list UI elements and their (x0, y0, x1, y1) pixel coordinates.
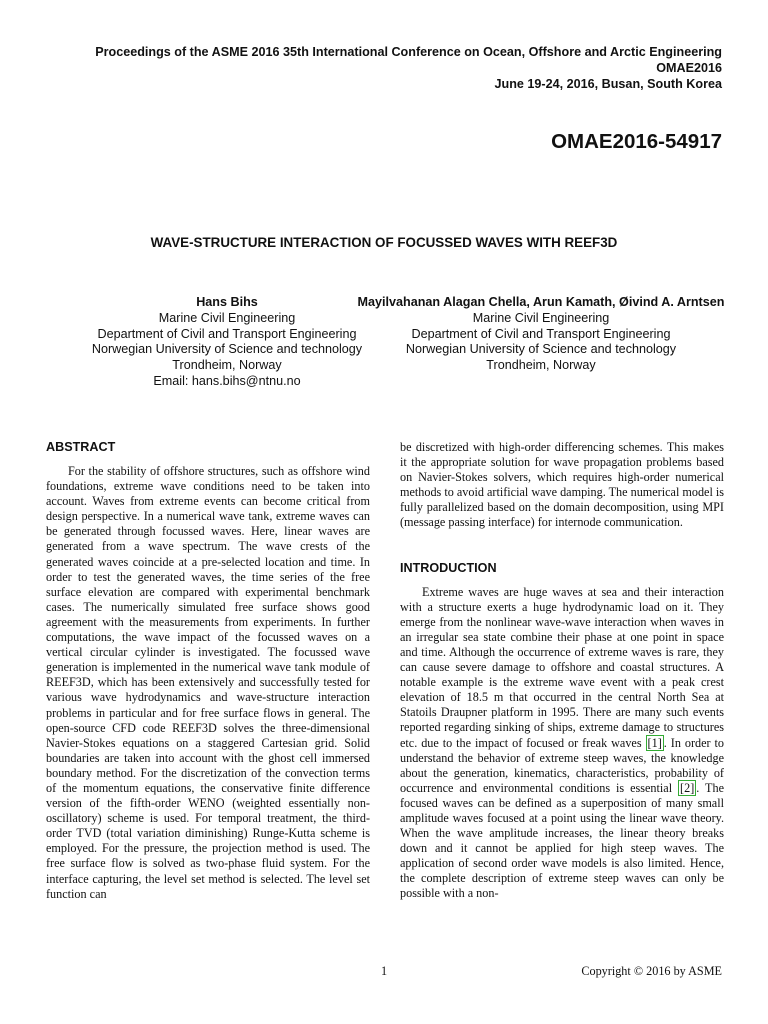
introduction-text (400, 585, 724, 902)
abstract-text: For the stability of offshore structures, such as offshore wind foundations, extreme wave conditions need to be taken into account. Waves from extreme events can become critical from design perspective. In a numerical wave tank, extreme waves can be generated through focussed waves. Here, linear waves are generated from a wave spectrum. The wave crests of the generated waves coincide at a pre-selected location and time. In order to test the generated waves, the time series of the free surface elevation are compared with experimental benchmark cases. The numerically simulated free surface shows good agreement with the measurements from experiments. In further computations, the wave impact of the focussed waves on a vertical circular cylinder is investigated. The focussed wave generation is implemented in the numerical wave tank module of REEF3D, which has been extensively and successfully tested for various wave hydrodynamics and wave-structure interaction problems in particular and for free surface flows in general. The open-source CFD code REEF3D solves the three-dimensional Navier-Stokes equations on a staggered Cartesian grid. Solid boundaries are taken into account with the ghost cell immersed boundary method. For the discretization of the convection terms of the momentum equations, the conservative finite difference version of the fifth-order WENO (weighted essentially non-oscillatory) scheme is used. For temporal treatment, the third-order TVD (total variation diminishing) Runge-Kutta scheme is employed. For the pressure, the projection method is used. The free surface flow is solved as two-phase fluid system. For the interface capturing, the level set method is selected. The level set function can (46, 464, 370, 901)
paper-title: WAVE-STRUCTURE INTERACTION OF FOCUSSED WAVES WITH REEF3D (150, 235, 618, 250)
left-column (46, 440, 370, 902)
author-dept: Department of Civil and Transport Engineering (97, 326, 357, 341)
copyright-notice: Copyright © 2016 by ASME (581, 964, 722, 978)
conference-date-location: June 19-24, 2016, Busan, South Korea (494, 77, 722, 91)
author-email: Email: hans.bihs@ntnu.no (153, 373, 301, 388)
author-dept: Department of Civil and Transport Engineering (411, 326, 671, 341)
abstract-continued-text: be discretized with high-order differencing schemes. This makes it the appropriate solution for wave propagation problems based on Navier-Stokes solvers, which requires high-order numerical methods to avoid artificial wave damping. The numerical model is fully parallelized based on the domain decomposition, using MPI (message passing interface) for internode communication. (400, 440, 725, 530)
author-university: Norwegian University of Science and technology (405, 342, 677, 357)
author-dept: Marine Civil Engineering (472, 310, 610, 325)
intro-text-part: . In order to understand the behavior of extreme steep waves, the knowledge about the generation, kinematics, characteristics, probability of occurrence and environmental conditions is essential (400, 735, 724, 795)
conference-header (95, 44, 722, 92)
citation-link-2[interactable]: [2] (680, 780, 695, 795)
author-names: Mayilvahanan Alagan Chella, Arun Kamath, Øivind A. Arntsen (357, 295, 725, 309)
abstract-heading: ABSTRACT (46, 440, 116, 454)
author-names: Hans Bihs (196, 295, 258, 309)
author-block-right (352, 295, 730, 374)
intro-text-part: Extreme waves are huge waves at sea and their interaction with a structure exerts a huge hydrodynamic load on it. They emerge from the nonlinear wave-wave interaction when waves in an irregular sea state combine their phase at one point in space and time. Although the occurrence of extreme waves is rare, they can cause severe damage to offshore and coastal structures. A notable example is the extreme wave event with a peak crest elevation of 18.5 m that occurred in the central North Sea at Statoils Draupner platform in 1995. There are many such events reported regarding sinking of ships, extreme damage to structures etc. due to the impact of focused or freak waves (400, 584, 724, 750)
intro-text-part: . The focused waves can be defined as a superposition of many small amplitude waves focused at a point using the linear wave theory. When the wave amplitude increases, the linear theory breaks down and it cannot be applied for high steep waves. The application of second order wave models is also limited. Hence, the complete description of extreme steep waves can only be possible with a non- (400, 780, 724, 901)
author-city: Trondheim, Norway (172, 358, 282, 373)
conference-name: Proceedings of the ASME 2016 35th International Conference on Ocean, Offshore and Arctic Engineering (95, 45, 722, 59)
right-column (400, 440, 724, 902)
conference-acronym: OMAE2016 (656, 61, 722, 75)
author-dept: Marine Civil Engineering (158, 310, 296, 325)
page-number: 1 (381, 964, 388, 978)
paper-id: OMAE2016-54917 (551, 130, 722, 153)
introduction-heading: INTRODUCTION (400, 560, 497, 575)
author-city: Trondheim, Norway (486, 358, 596, 373)
citation-link-1[interactable]: [1] (647, 735, 662, 750)
author-university: Norwegian University of Science and technology (91, 342, 363, 357)
author-block-left (86, 295, 368, 390)
